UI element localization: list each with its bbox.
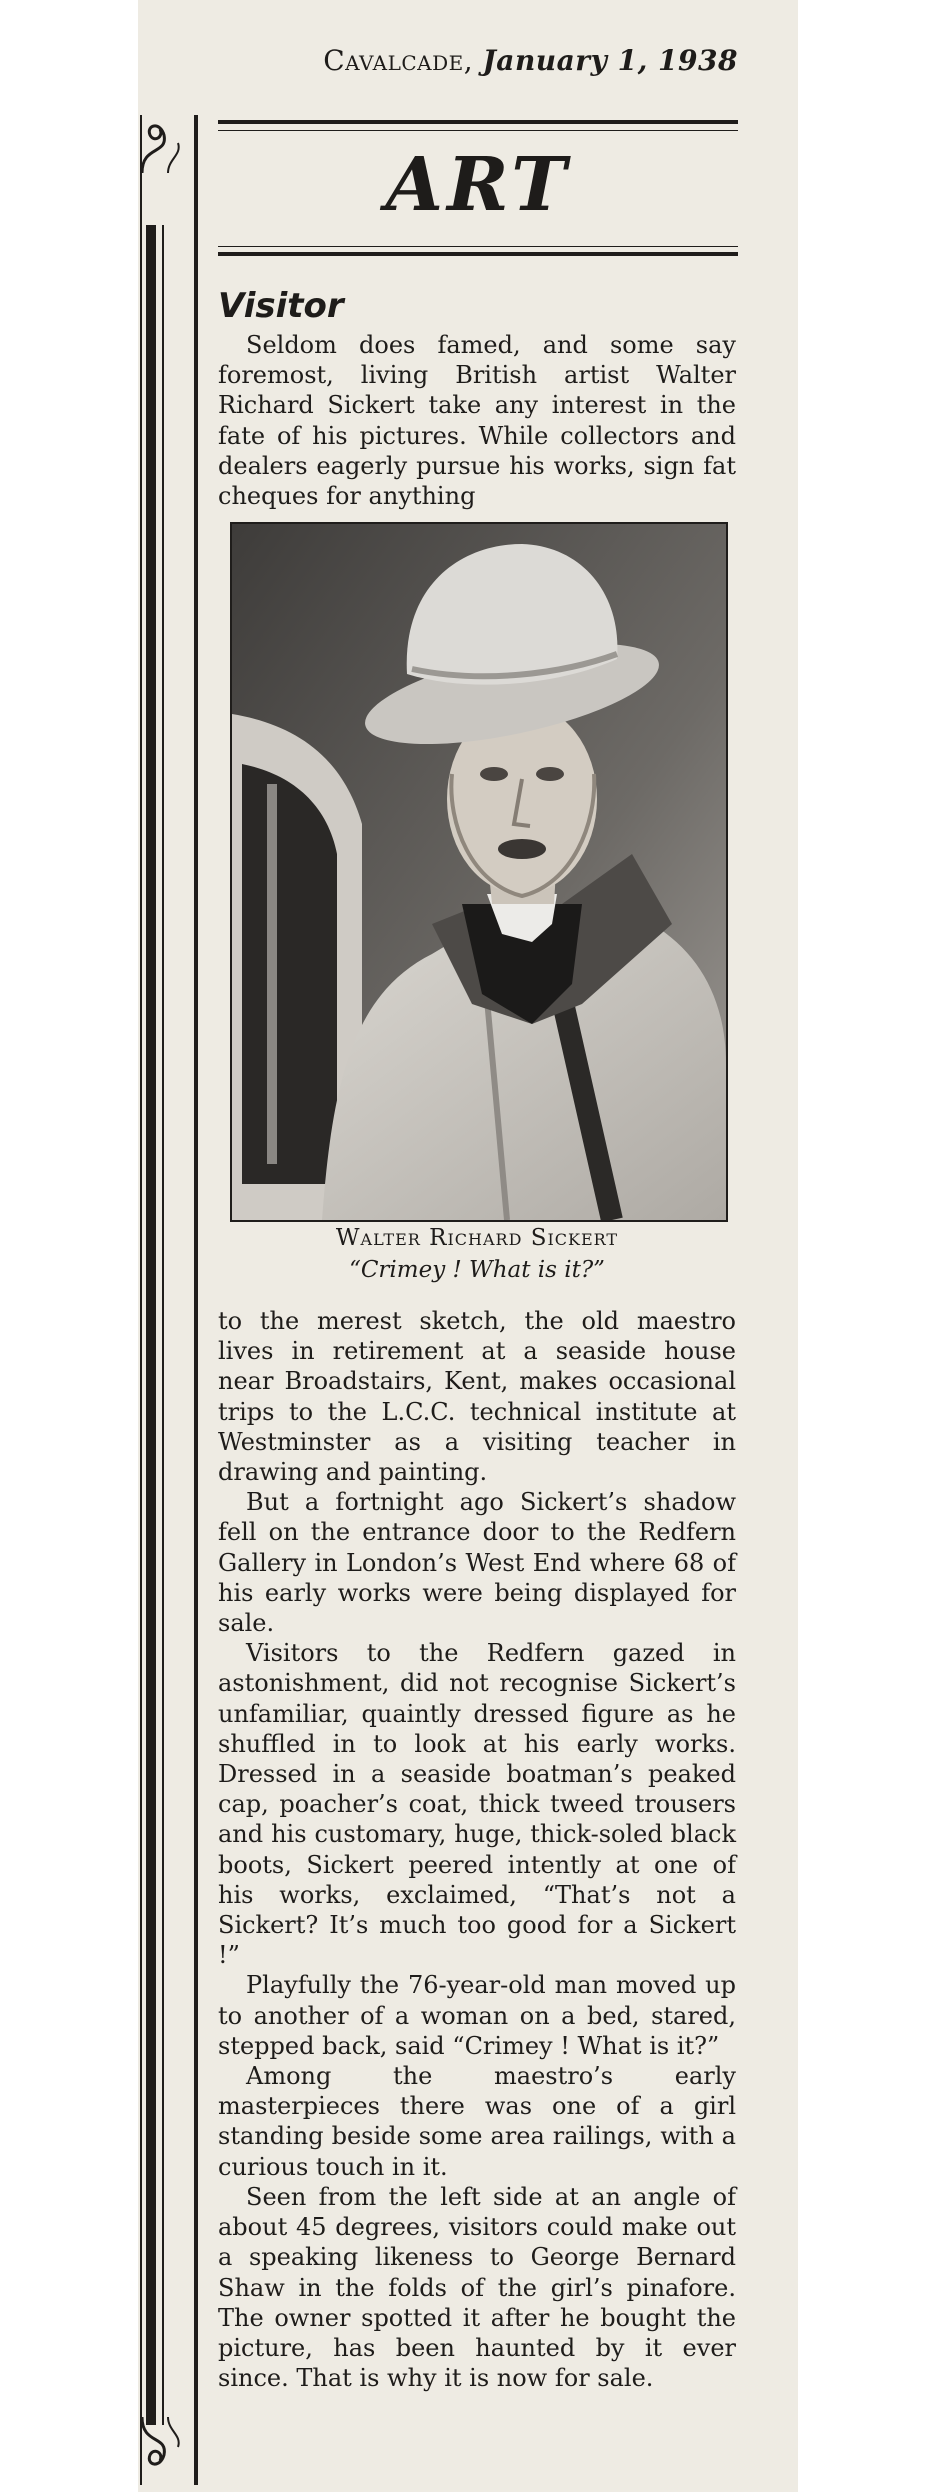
article-body bbox=[218, 1306, 736, 2393]
scroll-ornament-icon bbox=[138, 115, 190, 175]
issue-date: January 1, 1938 bbox=[482, 44, 738, 77]
title-rule-bottom-thin bbox=[218, 246, 738, 247]
body-paragraph: Seen from the left side at an angle of about 45 degrees, visitors could make out a speaking likeness to George Bernard Shaw in the folds of the girl’s pinafore. The owner spotted it after he bought the picture, has been haunted by it ever since. That is why it is now for sale. bbox=[218, 2182, 736, 2393]
title-rule-top-thin bbox=[218, 130, 738, 131]
running-head bbox=[323, 44, 738, 77]
body-paragraph: Playfully the 76-year-old man moved up to another of a woman on a bed, stared, stepped back, said “Crimey ! What is it?” bbox=[218, 1971, 736, 2060]
border-line bbox=[140, 115, 142, 2485]
body-paragraph: Among the maestro’s early masterpieces there was one of a girl standing beside some area railings, with a curious touch in it. bbox=[218, 2062, 736, 2181]
decorative-border bbox=[138, 115, 198, 2485]
title-rule-bottom bbox=[218, 252, 738, 256]
scroll-ornament-icon bbox=[138, 2415, 190, 2475]
portrait-photo-image bbox=[232, 524, 726, 1220]
column-rule bbox=[196, 115, 198, 2485]
article-intro bbox=[218, 330, 736, 511]
border-line bbox=[162, 225, 164, 2425]
section-title: ART bbox=[385, 142, 571, 228]
body-paragraph: to the merest sketch, the old maestro lives in retirement at a seaside house near Broadstairs, Kent, makes occasional trips to the L.C.C. technical institute at Westminster as a visiting teacher in drawing and painting. bbox=[218, 1307, 736, 1487]
intro-paragraph: Seldom does famed, and some say foremost, living British artist Walter Richard Sickert take any interest in the fate of his pictures. While collectors and dealers eagerly pursue his works, sign fat cheques for anything bbox=[218, 331, 736, 511]
body-paragraph: Visitors to the Redfern gazed in astonishment, did not recognise Sickert’s unfamiliar, quaintly dressed figure as he shuffled in to look at his early works. Dressed in a seaside boatman’s peaked cap, poacher’s coat, thick tweed trousers and his customary, huge, thick-soled black boots, Sickert peered intently at one of his works, exclaimed, “That’s not a Sickert? It’s much too good for a Sickert !” bbox=[218, 1639, 736, 1970]
caption-quote: “Crimey ! What is it?” bbox=[349, 1257, 605, 1283]
article-heading: Visitor bbox=[218, 286, 344, 326]
magazine-page bbox=[138, 0, 798, 2492]
publication-name: Cavalcade, bbox=[323, 44, 474, 77]
title-rule-top bbox=[218, 120, 738, 124]
body-paragraph: But a fortnight ago Sickert’s shadow fell on the entrance door to the Redfern Gallery in London’s West End where 68 of his early works were being displayed for sale. bbox=[218, 1488, 736, 1638]
caption-name: Walter Richard Sickert bbox=[335, 1225, 619, 1251]
photo-caption bbox=[218, 1222, 736, 1286]
border-line bbox=[146, 225, 156, 2425]
portrait-photo bbox=[230, 522, 728, 1222]
